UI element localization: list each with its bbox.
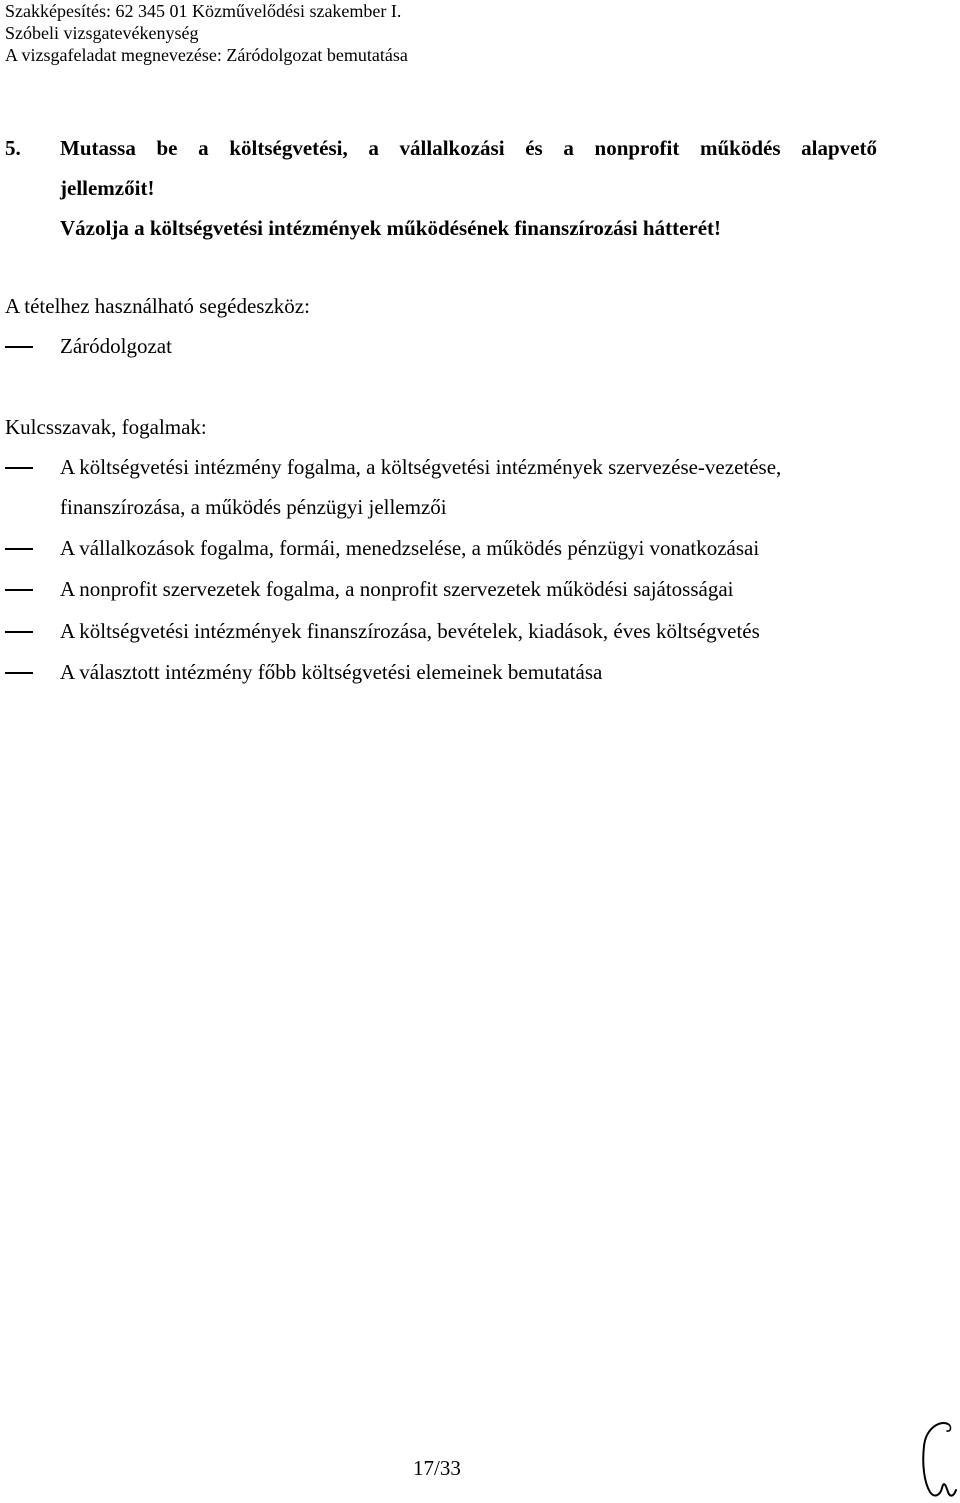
question-word: nonprofit: [594, 136, 680, 160]
tools-title: A tételhez használható segédeszköz:: [5, 294, 310, 318]
handwritten-signature: [918, 1418, 958, 1500]
question-word: Mutassa: [60, 136, 136, 160]
page-number: 17/33: [413, 1456, 461, 1480]
keyword-item-text: A nonprofit szervezetek fogalma, a nonprofit szervezetek működési sajátosságai: [60, 577, 734, 601]
question-word: alapvető: [801, 136, 877, 160]
keyword-item-text: A választott intézmény főbb költségvetési elemeinek bemutatása: [60, 660, 603, 684]
question-line-2: jellemzőit!: [60, 176, 155, 200]
question-word: be: [156, 136, 178, 160]
keyword-item-text: finanszírozása, a működés pénzügyi jellemzői: [60, 495, 447, 519]
keyword-item-text: A költségvetési intézmények finanszírozása, bevételek, kiadások, éves költségvetés: [60, 619, 760, 643]
keyword-item-text: A vállalkozások fogalma, formái, menedzselése, a működés pénzügyi vonatkozásai: [60, 536, 760, 560]
question-number: 5.: [5, 136, 21, 160]
dash-bullet-icon: [5, 589, 33, 591]
question-word: vállalkozási: [399, 136, 505, 160]
question-word: költségvetési,: [229, 136, 348, 160]
question-line-3: Vázolja a költségvetési intézmények működésének finanszírozási hátterét!: [60, 216, 722, 240]
keywords-title: Kulcsszavak, fogalmak:: [5, 415, 207, 439]
question-word: a: [563, 136, 574, 160]
tools-item-text: Záródolgozat: [60, 334, 172, 358]
dash-bullet-icon: [5, 548, 33, 550]
dash-bullet-icon: [5, 346, 33, 348]
header-task-name: A vizsgafeladat megnevezése: Záródolgozat bemutatása: [5, 45, 408, 65]
question-word: a: [368, 136, 379, 160]
document-header: [5, 0, 408, 66]
dash-bullet-icon: [5, 631, 33, 633]
keyword-item-text: A költségvetési intézmény fogalma, a költségvetési intézmények szervezése-vezetése,: [60, 455, 782, 479]
header-qualification: Szakképesítés: 62 345 01 Közművelődési szakember I.: [5, 1, 402, 21]
dash-bullet-icon: [5, 672, 33, 674]
question-word: a: [198, 136, 209, 160]
question-word: működés: [699, 136, 781, 160]
question-word: és: [525, 136, 543, 160]
question-line-1: [60, 128, 877, 168]
question-block: [5, 128, 877, 248]
dash-bullet-icon: [5, 467, 33, 469]
header-exam-activity: Szóbeli vizsgatevékenység: [5, 23, 199, 43]
